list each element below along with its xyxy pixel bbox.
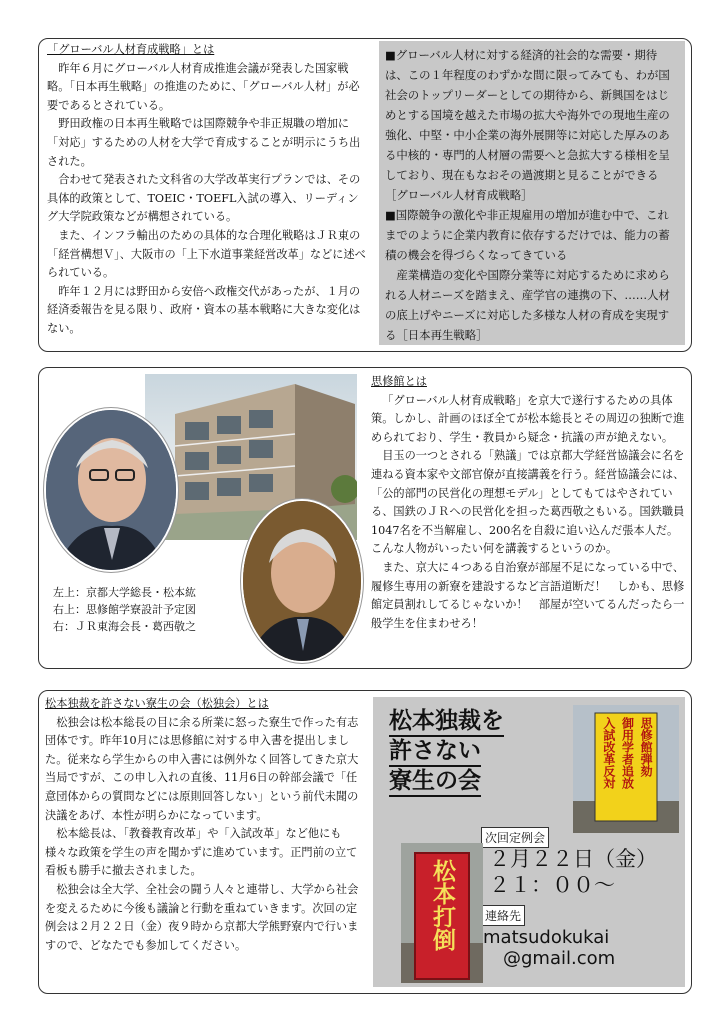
photo-caption — [53, 584, 221, 635]
paragraph: 松本総長は、「教養教育改革」や「入試改革」など他にも様々な政策を学生の声を聞かずに進めています。正門前の立て看板も勝手に撤去されました。 — [45, 827, 358, 878]
caption-line: 右上：思修館学寮設計予定図 — [53, 603, 196, 616]
paragraph: 昨年１２月には野田から安倍へ政権交代があったが、１月の経済委報告を見る限り、政府・資本の基本戦略に大きな変化はない。 — [47, 284, 361, 335]
caption-line: 右：ＪＲ東海会長・葛西敬之 — [53, 620, 196, 633]
info-panel — [373, 697, 685, 987]
section-title: 「グローバル人材育成戦略」とは — [47, 43, 215, 56]
protest-sign-photo — [573, 705, 679, 833]
banner-photo — [401, 843, 483, 983]
meeting-time: ２１：００〜 — [489, 873, 615, 897]
paragraph: 昨年６月にグローバル人材育成推進会議が発表した国家戦略。「日本再生戦略」の推進のために、「グローバル人材」が必要であるとされている。 — [47, 61, 360, 112]
quote-paragraph: ■国際競争の激化や非正規雇用の増加が進む中で、これまでのように企業内教育に依存するだけでは、能力の蓄積の機会を得づらくなってきている — [385, 208, 670, 262]
next-meeting-label: 次回定例会 — [481, 827, 549, 848]
shishukan-section — [38, 367, 692, 669]
global-talent-section — [38, 38, 692, 352]
section-title: 思修館とは — [371, 375, 427, 388]
quote-paragraph: ■グローバル人材に対する経済的社会的な需要・期待は、この１年程度のわずかな間に限ってみても、わが国社会のトップリーダーとしての期待から、新興国をはじめとする国境を越えた市場の拡大や海外での現地生産の強化、中堅・中小企業の海外展開等に対応した厚みのある中核的・専門的人材層の需要へと急拡大する様相を呈しており、現在もなおその過渡期と見ることができる［グローバル人材育成戦略］ — [385, 48, 670, 202]
paragraph: また、インフラ輸出のための具体的な合理化戦略はＪＲ東の「経営構想Ｖ」、大阪市の「上下水道事業経営改革」などに述べられている。 — [47, 228, 366, 280]
shishukan-text — [371, 373, 685, 633]
paragraph: 松独会は松本総長の目に余る所業に怒った寮生で作った有志団体です。昨年10月には思修館に対する申入書を提出しました。従来なら学生からの申入書には例外なく回答してきた京大当局ですが、この申し入れの直後、11月6日の幹部会議で「任意団体からの質問などには原則回答しない」という前代未聞の決議をあげ、本性が明らかになっています。 — [45, 715, 359, 822]
quote-panel — [379, 41, 685, 345]
global-talent-text — [47, 41, 369, 339]
heading-line: 松本独裁を — [389, 707, 504, 737]
heading-line: 許さない — [389, 737, 481, 767]
quote-paragraph: 産業構造の変化や国際分業等に対応するために求められる人材ニーズを踏まえ、産学官の連携の下、……人材の底上げやニーズに対応した多様な人材の育成を実現する［日本再生戦略］ — [385, 268, 670, 342]
paragraph: 目玉の一つとされる「熟議」では京都大学経営協議会に名を連ねる資本家や文部官僚が直接講義を行う。経営協議会には、「公的部門の民営化の理想モデル」としてもてはやされている、国鉄のＪＲへの民営化を担った葛西敬之もいる。国鉄職員1047名を不当解雇し、200名を自殺に追い込んだ張本人だ。こんな人物がいったい何を講義するというのか。 — [371, 449, 685, 556]
group-name-heading — [389, 707, 504, 797]
paragraph: 松独会は全大学、全社会の闘う人々と連帯し、大学から社会を変えるために今後も議論と行動を重ねていきます。次回の定例会は２月２２日（金）夜９時から京都大学熊野寮内で行いますので、どなたでも参加してください。 — [45, 882, 359, 952]
banner-text: 松本打倒 — [429, 859, 456, 951]
contact-email — [483, 927, 615, 969]
sign-line: 思修館弾劾 — [639, 717, 654, 777]
jr-chairman-portrait — [241, 499, 363, 663]
paragraph: 野田政権の日本再生戦略では国際競争や非正規職の増加に「対応」するための人材を大学で育成することが明示にうち出された。 — [47, 117, 361, 168]
paragraph: 合わせて発表された文科省の大学改革実行プランでは、その具体的政策として、TOEIC・TOEFL入試の導入、リーディング大学院政策などが構想されている。 — [47, 173, 361, 224]
sign-line: 入試改革反対 — [601, 717, 616, 789]
matsudokukai-text — [45, 695, 363, 955]
email-line: @gmail.com — [503, 948, 616, 969]
email-line: matsudokukai — [483, 927, 610, 948]
caption-line: 左上：京都大学総長・松本紘 — [53, 586, 196, 599]
sign-line: 御用学者追放 — [620, 717, 635, 789]
president-portrait — [44, 408, 178, 572]
section-title: 松本独裁を許さない寮生の会（松独会）とは — [45, 697, 269, 710]
sign-text — [599, 717, 655, 817]
meeting-date: ２月２２日（金） — [489, 847, 657, 871]
heading-line: 寮生の会 — [389, 767, 481, 797]
contact-label: 連絡先 — [481, 905, 525, 926]
matsudokukai-section — [38, 690, 692, 994]
paragraph: また、京大に４つある自治寮が部屋不足になっている中で、履修生専用の新寮を建設するなど言語道断だ！ しかも、思修館定員割れしてるじゃないか！ 部屋が空いてるんだったら一般学生を住まわせろ！ — [371, 560, 685, 630]
paragraph: 「グローバル人材育成戦略」を京大で遂行するための具体策。しかし、計画のほぼ全てが松本総長とその周辺の独断で進められており、学生・教員から疑念・抗議の声が絶えない。 — [371, 393, 685, 444]
